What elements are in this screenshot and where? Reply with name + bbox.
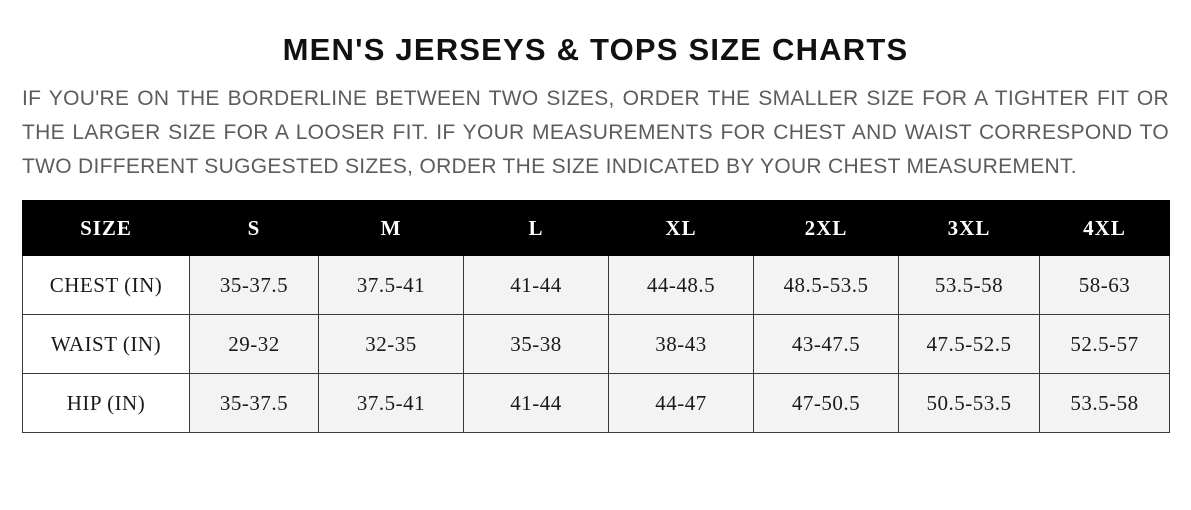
- cell-hip-s: 35-37.5: [190, 374, 319, 433]
- cell-chest-3xl: 53.5-58: [899, 256, 1040, 315]
- cell-hip-2xl: 47-50.5: [754, 374, 899, 433]
- table-row: [23, 374, 1170, 433]
- cell-chest-2xl: 48.5-53.5: [754, 256, 899, 315]
- table-row: [23, 315, 1170, 374]
- row-label-chest: CHEST (IN): [23, 256, 190, 315]
- cell-chest-4xl: 58-63: [1040, 256, 1170, 315]
- size-chart-table: [22, 200, 1170, 433]
- cell-waist-2xl: 43-47.5: [754, 315, 899, 374]
- cell-hip-xl: 44-47: [609, 374, 754, 433]
- table-body: [23, 256, 1170, 433]
- column-header-size: SIZE: [23, 201, 190, 256]
- cell-waist-xl: 38-43: [609, 315, 754, 374]
- cell-waist-3xl: 47.5-52.5: [899, 315, 1040, 374]
- row-label-waist: WAIST (IN): [23, 315, 190, 374]
- column-header-3xl: 3XL: [899, 201, 1040, 256]
- cell-hip-4xl: 53.5-58: [1040, 374, 1170, 433]
- cell-hip-m: 37.5-41: [319, 374, 464, 433]
- cell-chest-l: 41-44: [464, 256, 609, 315]
- column-header-s: S: [190, 201, 319, 256]
- intro-text: IF YOU'RE ON THE BORDERLINE BETWEEN TWO SIZES, ORDER THE SMALLER SIZE FOR A TIGHTER FIT OR THE LARGER SIZE FOR A LOOSER FIT. IF YOUR MEASUREMENTS FOR CHEST AND WAIST CORRESPOND TO TWO DIFFERENT SUGGESTED SIZES, ORDER THE SIZE INDICATED BY YOUR CHEST MEASUREMENT.: [22, 87, 1169, 179]
- page-title: MEN'S JERSEYS & TOPS SIZE CHARTS: [282, 32, 909, 67]
- table-header: [23, 201, 1170, 256]
- column-header-4xl: 4XL: [1040, 201, 1170, 256]
- cell-chest-m: 37.5-41: [319, 256, 464, 315]
- column-header-xl: XL: [609, 201, 754, 256]
- column-header-m: M: [319, 201, 464, 256]
- cell-chest-s: 35-37.5: [190, 256, 319, 315]
- cell-waist-l: 35-38: [464, 315, 609, 374]
- row-label-hip: HIP (IN): [23, 374, 190, 433]
- column-header-l: L: [464, 201, 609, 256]
- cell-chest-xl: 44-48.5: [609, 256, 754, 315]
- column-header-2xl: 2XL: [754, 201, 899, 256]
- cell-waist-s: 29-32: [190, 315, 319, 374]
- cell-waist-4xl: 52.5-57: [1040, 315, 1170, 374]
- table-row: [23, 256, 1170, 315]
- table-header-row: [23, 201, 1170, 256]
- cell-waist-m: 32-35: [319, 315, 464, 374]
- cell-hip-l: 41-44: [464, 374, 609, 433]
- cell-hip-3xl: 50.5-53.5: [899, 374, 1040, 433]
